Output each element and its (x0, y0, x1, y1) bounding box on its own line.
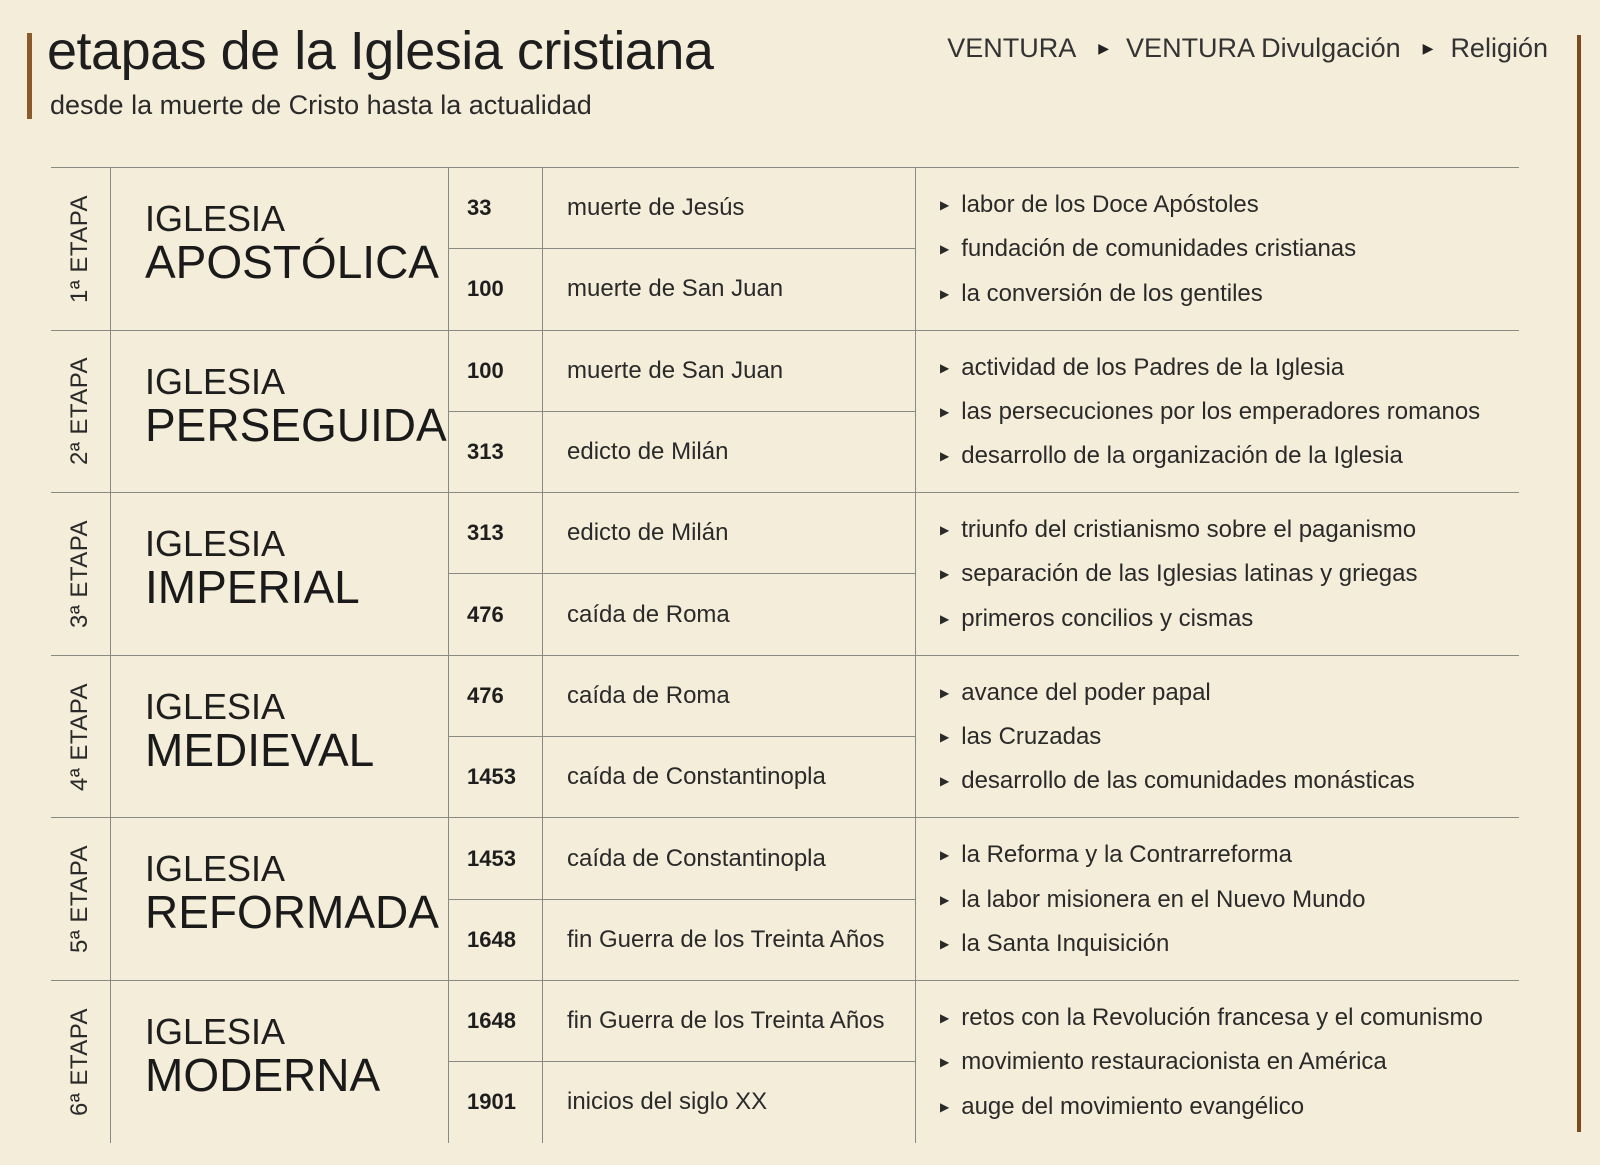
bullet-triangle-icon: ▶ (940, 449, 950, 464)
stage-name-main: APOSTÓLICA (145, 236, 439, 288)
notes-list (940, 190, 1519, 323)
end-event: caída de Roma (543, 573, 916, 654)
stage-name (111, 655, 449, 818)
stage-name-main: MEDIEVAL (145, 723, 375, 776)
list-item (940, 353, 1519, 397)
list-item (940, 1047, 1519, 1091)
stage-label (51, 167, 111, 330)
stage-number: 4ª ETAPA (66, 682, 94, 791)
notes-list (940, 678, 1519, 811)
end-event: caída de Constantinopla (543, 736, 916, 817)
start-year: 476 (449, 655, 543, 736)
start-year: 100 (449, 330, 543, 411)
bullet-triangle-icon: ▶ (940, 1055, 950, 1070)
stage-name-prefix: IGLESIA (145, 198, 286, 239)
stage-name-main: IMPERIAL (145, 561, 360, 614)
end-year: 313 (449, 411, 543, 492)
list-item (940, 678, 1519, 722)
bullet-triangle-icon: ▶ (940, 404, 950, 419)
end-year: 1648 (449, 899, 543, 980)
note-text: primeros concilios y cismas (961, 604, 1254, 632)
bullet-triangle-icon: ▶ (940, 892, 950, 907)
start-year: 33 (449, 167, 543, 248)
stage-label (51, 492, 111, 655)
list-item (940, 559, 1519, 603)
start-event: caída de Constantinopla (543, 817, 916, 898)
end-event: fin Guerra de los Treinta Años (543, 899, 916, 980)
end-year: 1901 (449, 1061, 543, 1142)
breadcrumb-item-ventura[interactable]: VENTURA (947, 33, 1077, 63)
note-text: las persecuciones por los emperadores romanos (961, 397, 1481, 425)
breadcrumb-item-divulgacion[interactable]: VENTURA Divulgación (1126, 33, 1401, 63)
stage-name (111, 817, 449, 980)
list-item (940, 840, 1519, 884)
notes-list (940, 840, 1519, 973)
notes-list (940, 353, 1519, 486)
start-event: muerte de Jesús (543, 167, 916, 248)
triangle-right-icon: ▶ (1098, 40, 1110, 56)
list-item (940, 722, 1519, 766)
bullet-triangle-icon: ▶ (940, 242, 950, 257)
stage-name-main: MODERNA (145, 1048, 381, 1101)
bullet-triangle-icon: ▶ (940, 730, 950, 745)
bullet-triangle-icon: ▶ (940, 286, 950, 301)
bullet-triangle-icon: ▶ (940, 360, 950, 375)
stage-name (111, 330, 449, 493)
stage-notes (916, 492, 1519, 655)
end-event: inicios del siglo XX (543, 1061, 916, 1142)
start-event: fin Guerra de los Treinta Años (543, 980, 916, 1061)
notes-list (940, 515, 1519, 648)
end-year: 476 (449, 573, 543, 654)
stage-notes (916, 655, 1519, 818)
end-year: 100 (449, 248, 543, 329)
title-accent-bar (27, 33, 32, 119)
stage-name-main: REFORMADA (145, 886, 439, 939)
bullet-triangle-icon: ▶ (940, 848, 950, 863)
triangle-right-icon: ▶ (1422, 40, 1434, 56)
note-text: triunfo del cristianismo sobre el paganismo (961, 516, 1417, 544)
note-text: fundación de comunidades cristianas (961, 235, 1357, 263)
note-text: retos con la Revolución francesa y el comunismo (961, 1003, 1483, 1031)
stage-name (111, 980, 449, 1143)
note-text: labor de los Doce Apóstoles (961, 191, 1259, 218)
note-text: desarrollo de las comunidades monásticas (961, 767, 1415, 795)
list-item (940, 929, 1519, 973)
page-subtitle: desde la muerte de Cristo hasta la actualidad (50, 90, 592, 120)
bullet-triangle-icon: ▶ (940, 774, 950, 789)
stage-name-prefix: IGLESIA (145, 685, 286, 727)
note-text: avance del poder papal (961, 678, 1211, 706)
bullet-triangle-icon: ▶ (940, 567, 950, 582)
stage-number: 3ª ETAPA (66, 519, 94, 628)
note-text: separación de las Iglesias latinas y griegas (961, 560, 1418, 588)
stage-number: 2ª ETAPA (66, 357, 94, 466)
breadcrumb-item-religion[interactable]: Religión (1450, 33, 1548, 63)
start-event: muerte de San Juan (543, 330, 916, 411)
stages-table (51, 167, 1519, 1143)
stage-label (51, 980, 111, 1143)
list-item (940, 604, 1519, 648)
stage-number: 6ª ETAPA (66, 1007, 94, 1116)
note-text: la Santa Inquisición (961, 929, 1170, 957)
list-item (940, 397, 1519, 441)
start-year: 1648 (449, 980, 543, 1061)
bullet-triangle-icon: ▶ (940, 1010, 950, 1025)
note-text: la Reforma y la Contrarreforma (961, 841, 1293, 869)
note-text: la conversión de los gentiles (961, 279, 1263, 307)
stage-name-prefix: IGLESIA (145, 1010, 286, 1052)
list-item (940, 279, 1519, 323)
list-item (940, 885, 1519, 929)
list-item (940, 234, 1519, 278)
stage-notes (916, 817, 1519, 980)
bullet-triangle-icon: ▶ (940, 198, 950, 212)
list-item (940, 190, 1519, 234)
bullet-triangle-icon: ▶ (940, 523, 950, 538)
list-item (940, 441, 1519, 485)
bullet-triangle-icon: ▶ (940, 1099, 950, 1114)
end-event: muerte de San Juan (543, 248, 916, 329)
stage-label (51, 817, 111, 980)
start-year: 313 (449, 492, 543, 573)
right-accent-bar (1577, 35, 1581, 1132)
list-item (940, 766, 1519, 810)
stage-name (111, 492, 449, 655)
stage-name (111, 167, 449, 330)
note-text: auge del movimiento evangélico (961, 1092, 1305, 1120)
list-item (940, 1003, 1519, 1047)
stage-notes (916, 330, 1519, 493)
stage-label (51, 655, 111, 818)
note-text: la labor misionera en el Nuevo Mundo (961, 885, 1366, 913)
notes-list (940, 1003, 1519, 1136)
stage-name-prefix: IGLESIA (145, 848, 286, 890)
bullet-triangle-icon: ▶ (940, 685, 950, 700)
note-text: desarrollo de la organización de la Iglesia (961, 442, 1403, 470)
stage-notes (916, 167, 1519, 330)
end-year: 1453 (449, 736, 543, 817)
stage-number: 1ª ETAPA (66, 194, 94, 303)
start-event: caída de Roma (543, 655, 916, 736)
list-item (940, 515, 1519, 559)
end-event: edicto de Milán (543, 411, 916, 492)
bullet-triangle-icon: ▶ (940, 936, 950, 951)
start-year: 1453 (449, 817, 543, 898)
breadcrumb (947, 33, 1548, 64)
stage-notes (916, 980, 1519, 1143)
bullet-triangle-icon: ▶ (940, 611, 950, 626)
note-text: movimiento restauracionista en América (961, 1048, 1387, 1076)
stage-name-main: PERSEGUIDA (145, 398, 447, 451)
stage-name-prefix: IGLESIA (145, 360, 286, 402)
stage-number: 5ª ETAPA (66, 845, 94, 954)
page-title: etapas de la Iglesia cristiana (47, 21, 714, 81)
note-text: actividad de los Padres de la Iglesia (961, 353, 1345, 381)
note-text: las Cruzadas (961, 723, 1102, 751)
start-event: edicto de Milán (543, 492, 916, 573)
stage-label (51, 330, 111, 493)
stage-name-prefix: IGLESIA (145, 523, 286, 565)
list-item (940, 1092, 1519, 1136)
